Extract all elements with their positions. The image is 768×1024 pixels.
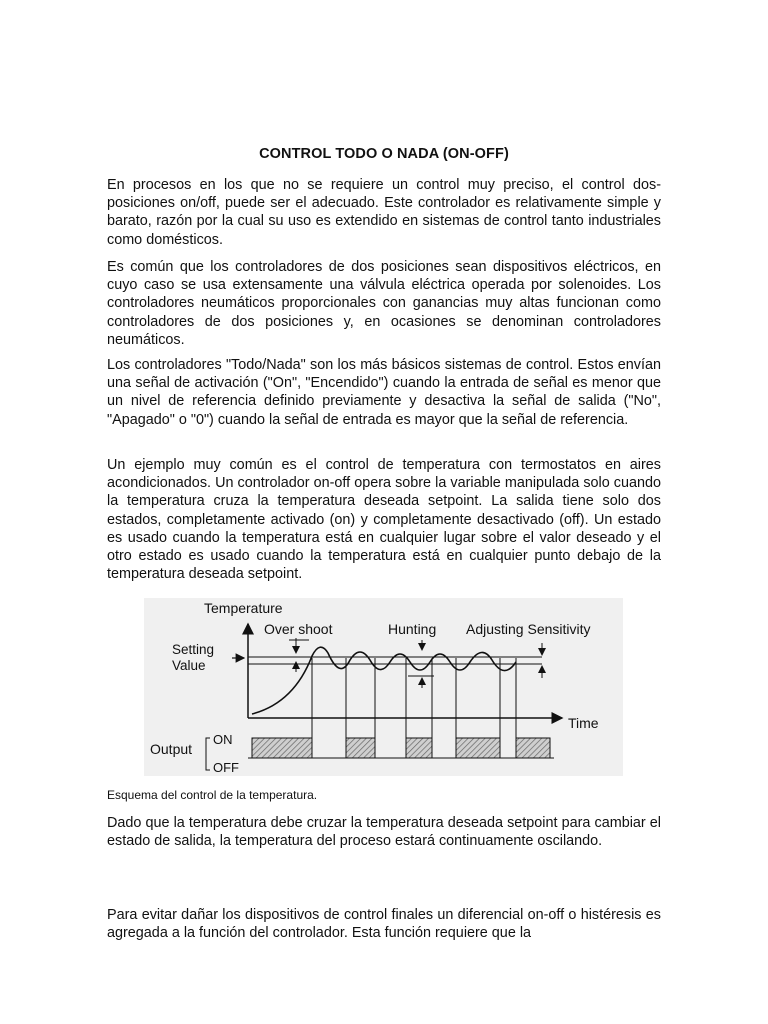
paragraph-2: Es común que los controladores de dos posiciones sean dispositivos eléctricos, en cuyo caso se usa extensamente una válvula eléctrica operada por solenoides. Los controladores neumáticos proporcionales con ganancias muy altas funcionan como controladores de dos posiciones y, en ocasiones se denominan controladores neumáticos. [107,259,661,348]
paragraph-5: Dado que la temperatura debe cruzar la temperatura deseada setpoint para cambiar el estado de salida, la temperatura del proceso estará continuamente oscilando. [107,815,661,850]
adjusting-label: Adjusting Sensitivity [466,621,591,637]
off-label: OFF [213,760,239,775]
paragraph-6: Para evitar dañar los dispositivos de control finales un diferencial on-off o histéresis es agregada a la función del controlador. Esta función requiere que la [107,907,661,942]
x-axis-label: Time [568,715,599,731]
paragraph-4: Un ejemplo muy común es el control de temperatura con termostatos en aires acondicionados. Un controlador on-off opera sobre la variable manipulada solo cuando la temperatura cruza la temperatura deseada setpoint. La salida tiene solo dos estados, completamente activado (on) y completamente desactivado (off). Un estado es usado cuando la temperatura está en cualquier lugar sobre el valor deseado y el otro estado es usado cuando la temperatura está en cualquier punto debajo de la temperatura deseada setpoint. [107,457,661,583]
on-label: ON [213,732,233,747]
output-on-blocks [252,738,550,758]
overshoot-label: Over shoot [264,621,333,637]
paragraph-3: Los controladores "Todo/Nada" son los más básicos sistemas de control. Estos envían una señal de activación ("On", "Encendido") cuando la entrada de señal es menor que un nivel de referencia definido previamente y desactiva la señal de salida ("No", "Apagado" o "0") cuando la señal de entrada es mayor que la señal de referencia. [107,357,661,428]
temperature-control-diagram [144,598,623,776]
document-title: CONTROL TODO O NADA (ON-OFF) [259,146,509,162]
hunting-label: Hunting [388,621,437,637]
value-label: Value [172,658,206,673]
y-axis-label: Temperature [204,600,283,616]
figure-caption: Esquema del control de la temperatura. [107,788,318,802]
output-label: Output [150,741,193,757]
setting-label: Setting [172,642,215,657]
paragraph-1: En procesos en los que no se requiere un control muy preciso, el control dos-posiciones on/off, puede ser el adecuado. Este controlador es relativamente simple y barato, razón por la cual su uso es extendido en sistemas de control tanto industriales como domésticos. [107,177,661,248]
